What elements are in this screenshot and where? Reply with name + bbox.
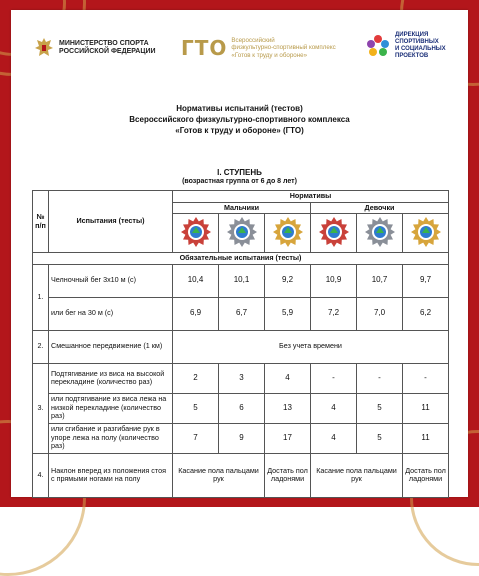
- test-name: или подтягивание из виса лежа на низкой перекладине (количество раз): [49, 393, 173, 423]
- norm-value: 9,2: [265, 264, 311, 297]
- row-number: 4.: [33, 453, 49, 497]
- gto-badge-gold-icon: [272, 241, 304, 250]
- gto-badge-silver-icon: [364, 241, 396, 250]
- norms-table: [32, 190, 449, 498]
- norm-value: 6,7: [219, 297, 265, 330]
- badge-cell: [357, 214, 403, 253]
- col-number-header: № п/п: [33, 191, 49, 253]
- age-group: (возрастная группа от 6 до 8 лет): [182, 178, 297, 185]
- logo-bar: [11, 28, 468, 76]
- directorate-logo: [365, 32, 446, 60]
- badge-cell: [219, 214, 265, 253]
- norm-value: 9: [219, 423, 265, 453]
- norm-value: 11: [403, 393, 449, 423]
- table-row: [33, 264, 449, 297]
- badge-cell: [265, 214, 311, 253]
- norm-value: 10,4: [173, 264, 219, 297]
- table-row: [33, 363, 449, 393]
- norm-value: 10,7: [357, 264, 403, 297]
- norm-value: 6,9: [173, 297, 219, 330]
- norm-value: -: [403, 363, 449, 393]
- gto-sub-line-1: Всероссийский: [231, 36, 275, 44]
- table-row: [33, 330, 449, 363]
- test-name: Челночный бег 3х10 м (с): [49, 264, 173, 297]
- col-tests-header: Испытания (тесты): [49, 191, 173, 253]
- badge-cell: [403, 214, 449, 253]
- directorate-line-3: И СОЦИАЛЬНЫХ: [395, 46, 446, 52]
- table-row: [33, 423, 449, 453]
- eagle-emblem-icon: [33, 36, 55, 60]
- test-name: Смешанное передвижение (1 км): [49, 330, 173, 363]
- stage-heading: [11, 168, 468, 186]
- norm-value: 11: [403, 423, 449, 453]
- norm-value: 2: [173, 363, 219, 393]
- table-row: [33, 297, 449, 330]
- norm-value: 7,2: [311, 297, 357, 330]
- mandatory-tests-heading: Обязательные испытания (тесты): [33, 253, 449, 265]
- directorate-star-icon: [365, 33, 391, 59]
- norm-value: 4: [265, 363, 311, 393]
- table-row: [33, 393, 449, 423]
- norm-value: -: [311, 363, 357, 393]
- table-header-row: [33, 191, 449, 203]
- norm-value: 4: [311, 393, 357, 423]
- test-name: Подтягивание из виса на высокой перекладине (количество раз): [49, 363, 173, 393]
- badge-cell: [311, 214, 357, 253]
- document-title: [11, 103, 468, 136]
- norm-value: 3: [219, 363, 265, 393]
- ministry-line-1: МИНИСТЕРСТВО СПОРТА: [59, 40, 149, 47]
- norm-value: -: [357, 363, 403, 393]
- gto-badge-bronze-icon: [318, 241, 350, 250]
- test-name: или бег на 30 м (с): [49, 297, 173, 330]
- norm-value: Достать пол ладонями: [265, 453, 311, 497]
- gto-wordmark: ГТО: [181, 36, 228, 60]
- document-page: [11, 10, 468, 497]
- gto-sub-line-3: «Готов к труду и обороне»: [231, 51, 308, 59]
- norm-value: 10,1: [219, 264, 265, 297]
- gto-logo: [181, 36, 336, 60]
- gto-badge-silver-icon: [226, 241, 258, 250]
- norm-value: 4: [311, 423, 357, 453]
- col-norms-header: Нормативы: [173, 191, 449, 203]
- directorate-line-2: СПОРТИВНЫХ: [395, 39, 439, 45]
- norm-value: 5: [357, 423, 403, 453]
- directorate-line-1: ДИРЕКЦИЯ: [395, 32, 429, 38]
- title-line-1: Нормативы испытаний (тестов): [176, 104, 303, 113]
- norm-value: 5,9: [265, 297, 311, 330]
- norm-value-span: Касание пола пальцами рук: [173, 453, 265, 497]
- norm-value-span: Без учета времени: [173, 330, 449, 363]
- norm-value: 7: [173, 423, 219, 453]
- test-name: Наклон вперед из положения стоя с прямыми ногами на полу: [49, 453, 173, 497]
- norm-value: 10,9: [311, 264, 357, 297]
- girls-header: Девочки: [311, 202, 449, 214]
- title-line-2: Всероссийского физкультурно-спортивного комплекса: [129, 115, 350, 124]
- badge-cell: [173, 214, 219, 253]
- norm-value: 5: [357, 393, 403, 423]
- table-row: [33, 453, 449, 497]
- mandatory-row: [33, 253, 449, 265]
- test-name: или сгибание и разгибание рук в упоре лежа на полу (количество раз): [49, 423, 173, 453]
- norm-value: 6: [219, 393, 265, 423]
- row-number: 3.: [33, 363, 49, 453]
- directorate-line-4: ПРОЕКТОВ: [395, 53, 429, 59]
- ministry-logo: [33, 36, 156, 60]
- norm-value: Достать пол ладонями: [403, 453, 449, 497]
- row-number: 2.: [33, 330, 49, 363]
- norm-value: 6,2: [403, 297, 449, 330]
- norm-value: 9,7: [403, 264, 449, 297]
- norm-value-span: Касание пола пальцами рук: [311, 453, 403, 497]
- norm-value: 7,0: [357, 297, 403, 330]
- gto-badge-gold-icon: [410, 241, 442, 250]
- stage-title: I. СТУПЕНЬ: [217, 168, 262, 177]
- gto-badge-bronze-icon: [180, 241, 212, 250]
- row-number: 1.: [33, 264, 49, 330]
- norm-value: 5: [173, 393, 219, 423]
- boys-header: Мальчики: [173, 202, 311, 214]
- norm-value: 17: [265, 423, 311, 453]
- norm-value: 13: [265, 393, 311, 423]
- ministry-line-2: РОССИЙСКОЙ ФЕДЕРАЦИИ: [59, 48, 156, 55]
- gto-sub-line-2: физкультурно-спортивный комплекс: [231, 44, 336, 52]
- title-line-3: «Готов к труду и обороне» (ГТО): [175, 126, 304, 135]
